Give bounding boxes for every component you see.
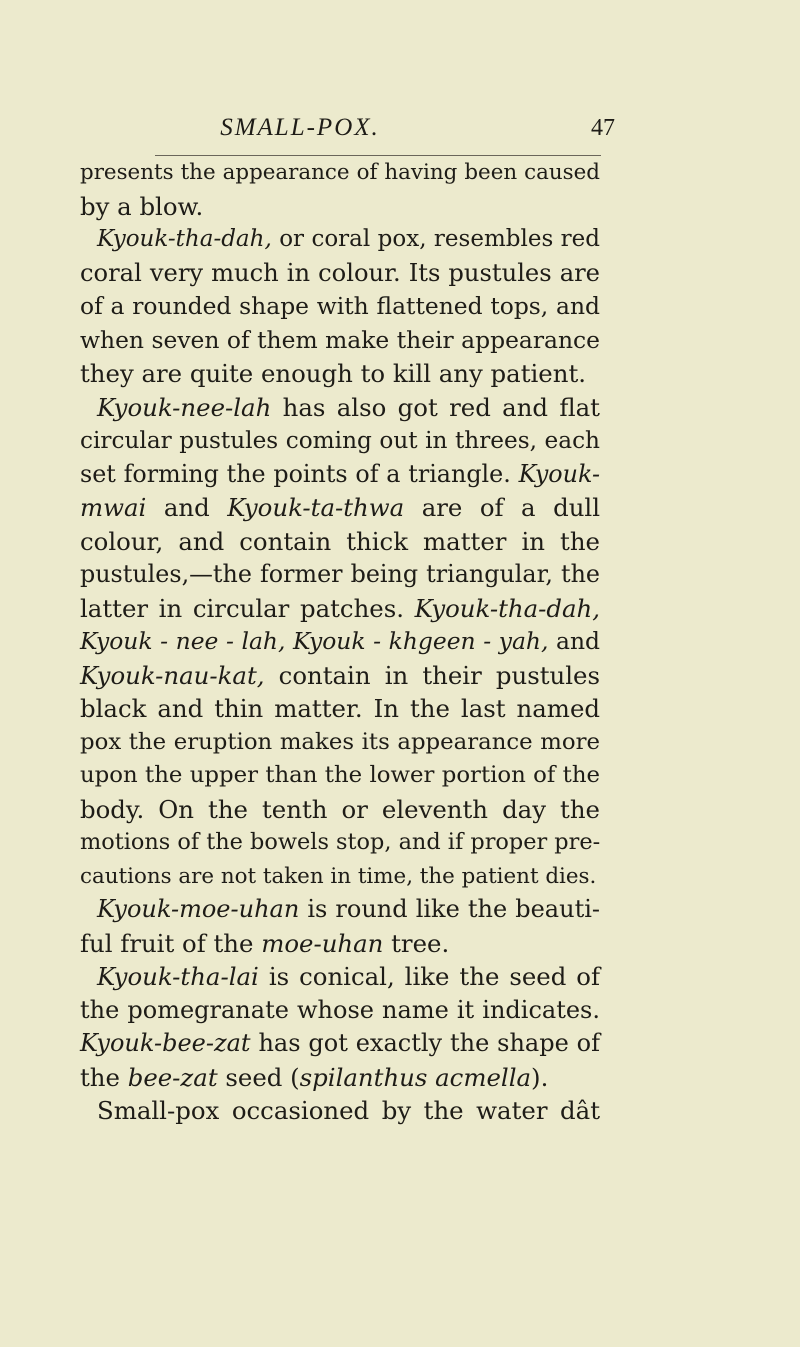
text-run: seed ( <box>217 1062 300 1092</box>
text-run: are of a dull <box>404 493 601 522</box>
text-run: black and thin matter. In the last named <box>80 694 600 723</box>
italic-term: Kyouk-ta-thwa <box>227 493 405 522</box>
text-line <box>80 424 600 458</box>
text-line <box>80 156 600 190</box>
text-run: presents the appearance of having been caused <box>80 160 600 185</box>
text-run: pox the eruption makes its appearance more <box>80 728 600 755</box>
text-run: they are quite enough to kill any patient. <box>80 359 586 388</box>
text-run: and <box>146 493 228 522</box>
text-line <box>80 726 600 760</box>
italic-term: Kyouk-moe-uhan <box>97 895 300 923</box>
text-run: tree. <box>383 928 450 958</box>
running-title: SMALL-POX. <box>220 114 380 141</box>
italic-term: Kyouk - khgeen - yah, <box>293 627 549 655</box>
text-run <box>285 627 293 655</box>
text-line <box>80 190 600 224</box>
text-line <box>80 324 600 358</box>
text-run: has also got red and flat <box>271 392 600 422</box>
italic-term: Kyouk - nee - lah, <box>80 627 286 655</box>
page-number: 47 <box>591 115 615 141</box>
text-line <box>80 290 600 324</box>
text-run: the <box>80 1062 128 1092</box>
text-line <box>80 491 600 525</box>
text-run: is conical, like the seed of <box>258 962 600 991</box>
text-line <box>80 1094 600 1128</box>
text-run: Small-pox occasioned by the water dât <box>97 1096 600 1125</box>
italic-term: Kyouk-tha-dah, <box>97 226 272 252</box>
italic-term: moe-uhan <box>261 928 384 958</box>
text-run: colour, and contain thick matter in the <box>80 526 600 556</box>
text-line <box>80 1061 600 1095</box>
italic-term: bee-zat <box>127 1062 218 1092</box>
text-run: latter in circular patches. <box>80 593 415 623</box>
text-line <box>80 893 600 927</box>
text-run: body. On the tenth or eleventh day the <box>80 794 600 824</box>
running-header <box>0 108 800 148</box>
text-run: motions of the bowels stop, and if proper pre- <box>80 829 601 855</box>
text-run: coral very much in colour. Its pustules are <box>80 258 600 287</box>
text-run: set forming the points of a triangle. <box>80 459 519 488</box>
text-run: ). <box>531 1062 549 1092</box>
text-line <box>80 223 600 257</box>
text-run: of a rounded shape with flattened tops, and <box>80 292 600 320</box>
text-run: pustules,—the former being triangular, the <box>80 560 600 588</box>
text-run: cautions are not taken in time, the patient dies. <box>80 863 597 889</box>
text-line <box>80 759 600 793</box>
text-run: circular pustules coming out in threes, each <box>80 427 600 454</box>
text-line <box>80 558 600 592</box>
text-line <box>80 960 600 994</box>
text-line <box>80 692 600 726</box>
italic-term: Kyouk-nee-lah <box>97 392 272 422</box>
text-run: has got exactly the shape of <box>250 1029 600 1057</box>
text-line <box>80 357 600 391</box>
text-line <box>80 257 600 291</box>
text-run: and <box>548 627 600 655</box>
italic-term: Kyouk-nau-kat, <box>80 660 265 690</box>
italic-term: Kyouk-tha-dah, <box>414 593 600 623</box>
text-run: by a blow. <box>80 191 204 221</box>
text-line <box>80 927 600 961</box>
italic-term: mwai <box>80 493 147 522</box>
italic-term: Kyouk- <box>518 459 600 488</box>
text-line <box>80 659 600 693</box>
text-line <box>80 625 600 659</box>
text-run: upon the upper than the lower portion of the <box>80 762 600 788</box>
text-line <box>80 1027 600 1061</box>
text-run: is round like the beauti- <box>299 895 600 923</box>
italic-term: Kyouk-tha-lai <box>97 962 259 991</box>
text-run: contain in their pustules <box>264 660 600 690</box>
text-run: or coral pox, resembles red <box>271 226 600 252</box>
text-run: the pomegranate whose name it indicates. <box>80 995 600 1024</box>
text-run: when seven of them make their appearance <box>80 325 600 354</box>
text-line <box>80 860 600 894</box>
text-line <box>80 458 600 492</box>
text-line <box>80 994 600 1028</box>
text-line <box>80 391 600 425</box>
text-line <box>80 592 600 626</box>
text-line <box>80 525 600 559</box>
text-line <box>80 793 600 827</box>
italic-term: Kyouk-bee-zat <box>80 1029 251 1057</box>
text-line <box>80 826 600 860</box>
italic-term: spilanthus acmella <box>299 1062 532 1092</box>
body-text <box>80 156 600 1128</box>
text-run: ful fruit of the <box>80 928 262 958</box>
